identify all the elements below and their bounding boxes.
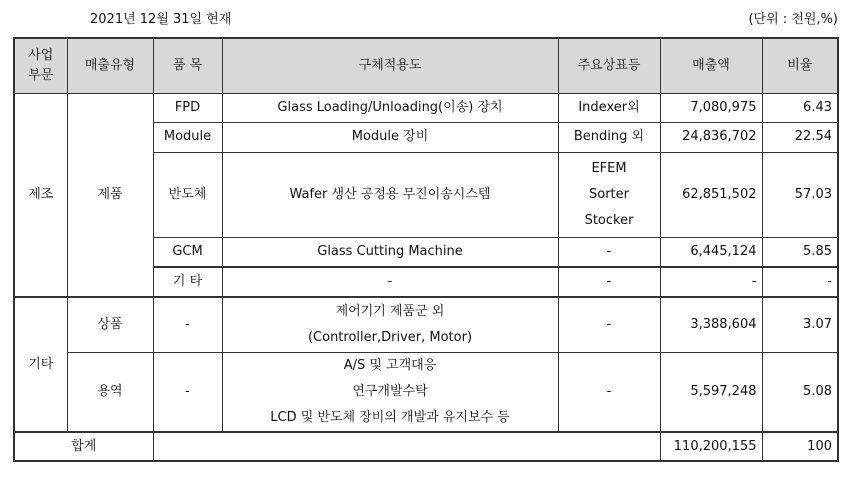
usage-line: 제어기기 제품군 외 [335,303,445,319]
header-item: 품 목 [153,38,222,93]
brand-cell: - [558,352,660,432]
item-cell: - [153,352,222,432]
header-revenue: 매출액 [660,38,762,93]
brand-line: EFEM [591,160,627,176]
sales-type-merchandise: 상품 [67,297,153,352]
revenue-cell: - [660,267,762,297]
total-label: 합계 [14,432,153,461]
table-row [14,297,838,352]
ratio-cell: 6.43 [762,93,838,122]
revenue-cell: 3,388,604 [660,297,762,352]
table-row [14,352,838,432]
ratio-cell: 57.03 [762,152,838,237]
usage-cell: Module 장비 [222,122,558,152]
ratio-cell: 3.07 [762,297,838,352]
usage-cell: Glass Loading/Unloading(이송) 장치 [222,93,558,122]
date-caption: 2021년 12월 31일 현재 [90,12,232,27]
total-row [14,432,838,461]
brand-line: Stocker [584,212,634,228]
usage-cell [222,297,558,352]
revenue-cell: 24,836,702 [660,122,762,152]
brand-line: Sorter [589,186,629,202]
revenue-cell: 62,851,502 [660,152,762,237]
usage-cell: Wafer 생산 공정용 무진이송시스템 [222,152,558,237]
revenue-cell: 5,597,248 [660,352,762,432]
header-ratio: 비율 [762,38,838,93]
item-cell: 기 타 [153,267,222,297]
ratio-cell: 5.85 [762,237,838,267]
table-row [14,93,838,122]
usage-cell: - [222,267,558,297]
division-other: 기타 [14,297,67,432]
header-brand: 주요상표등 [558,38,660,93]
header-row [14,38,838,93]
header-division-line1: 사업 [28,47,54,63]
brand-cell: - [558,267,660,297]
header-division [14,38,67,93]
revenue-cell: 6,445,124 [660,237,762,267]
item-cell: 반도체 [153,152,222,237]
usage-cell: Glass Cutting Machine [222,237,558,267]
sales-type-service: 용역 [67,352,153,432]
revenue-cell: 7,080,975 [660,93,762,122]
usage-line: 연구개발수탁 [352,383,428,399]
unit-caption: (단위 : 천원,%) [748,12,838,27]
ratio-cell: 5.08 [762,352,838,432]
brand-cell: Bending 외 [558,122,660,152]
total-ratio: 100 [762,432,838,461]
brand-cell: - [558,237,660,267]
brand-cell: Indexer외 [558,93,660,122]
item-cell: FPD [153,93,222,122]
brand-cell: - [558,297,660,352]
usage-cell [222,352,558,432]
total-empty [153,432,660,461]
header-division-line2: 부문 [28,67,54,83]
usage-line: LCD 및 반도체 장비의 개발과 유지보수 등 [270,409,510,425]
item-cell: - [153,297,222,352]
item-cell: Module [153,122,222,152]
total-revenue: 110,200,155 [660,432,762,461]
brand-cell [558,152,660,237]
division-manufacturing: 제조 [14,93,67,297]
usage-line: (Controller,Driver, Motor) [307,329,473,345]
sales-table [13,37,839,462]
ratio-cell: 22.54 [762,122,838,152]
item-cell: GCM [153,237,222,267]
header-usage: 구체적용도 [222,38,558,93]
sales-type-product: 제품 [67,93,153,297]
header-sales-type: 매출유형 [67,38,153,93]
ratio-cell: - [762,267,838,297]
usage-line: A/S 및 고객대응 [343,357,437,373]
